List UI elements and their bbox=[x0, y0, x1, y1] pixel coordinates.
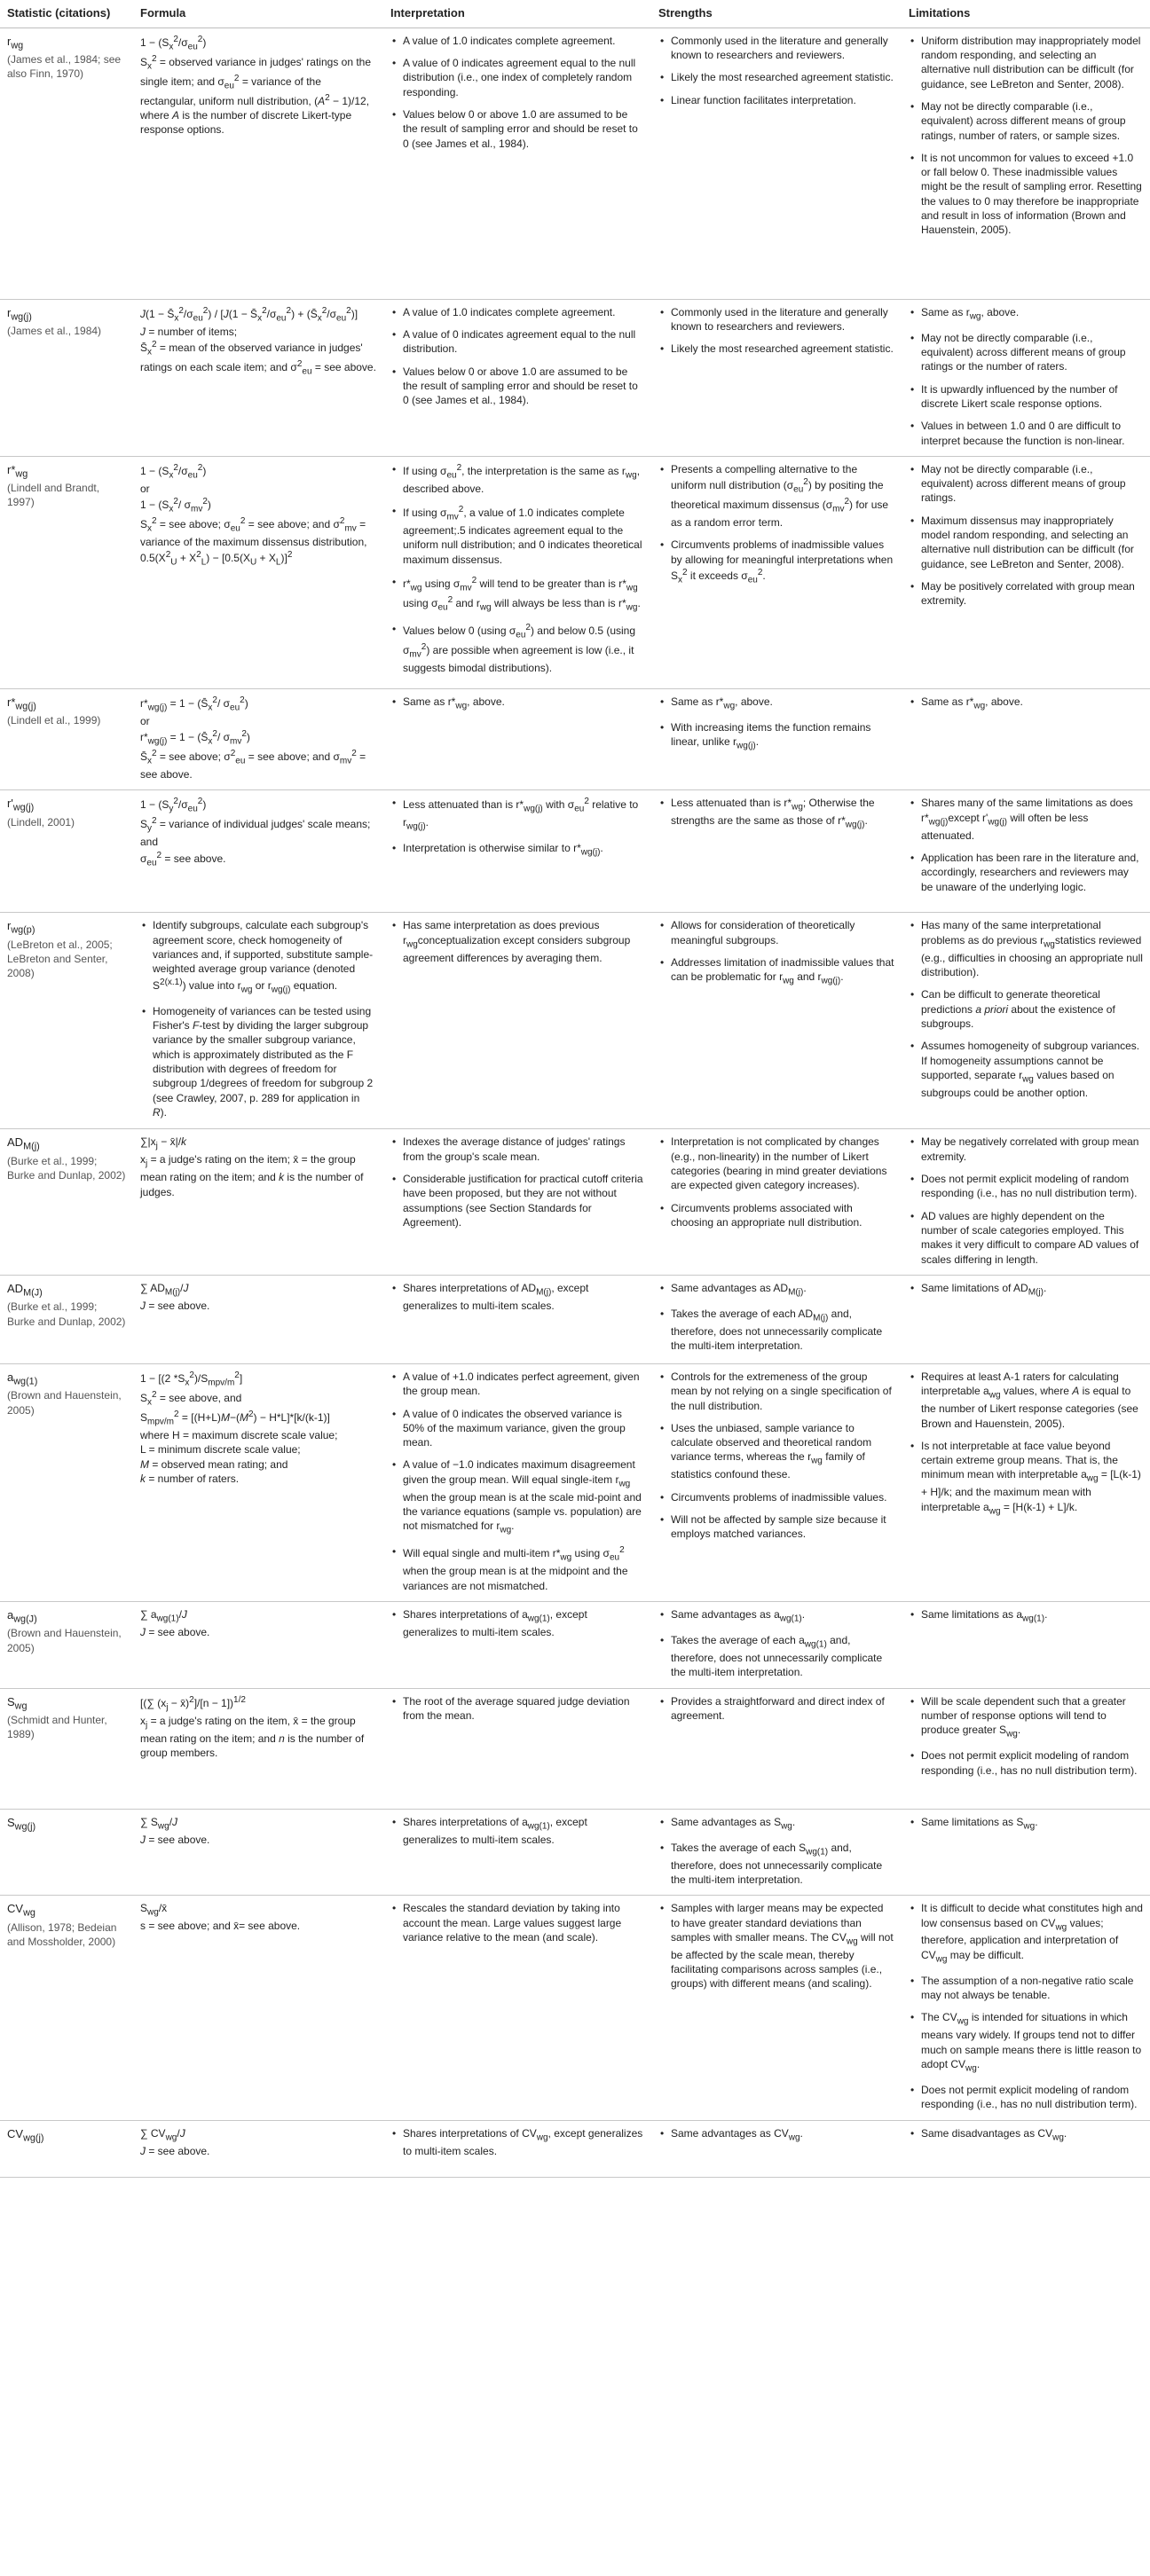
formula-line: ∑ $S_{wg}/J$ bbox=[140, 1815, 178, 1831]
interpretation-item: • $r*_{wg}$ using $\sigma_{mv}^2$ will tend to be greater than is $r*_{wg}$ using $\sigma_{eu}^2$ and $r_{wg}$ will always be less than is $r*_{wg}$. bbox=[403, 575, 644, 614]
limitations-cell bbox=[902, 1688, 1150, 1809]
table-row bbox=[0, 1896, 1150, 2120]
interpretation-cell bbox=[383, 688, 651, 790]
strength-item: • Will not be affected by sample size because it employs matched variances. bbox=[671, 1512, 894, 1542]
strength-list bbox=[658, 2126, 894, 2144]
formula-line: $S̄_x^2$ = see above; $\sigma^2_{eu}$ = see above; and $\sigma_{mv}^2$ = see above. bbox=[140, 749, 366, 781]
interpretation-item: • Values below 0 (using $\sigma_{eu}^2$) and below 0.5 (using $\sigma_{mv}^2$) are possible when agreement is low (i.e., it suggests bimodal distributions). bbox=[403, 622, 644, 675]
limitation-item: • May not be directly comparable (i.e., equivalent) across different means of group ratings. bbox=[921, 462, 1143, 506]
strengths-cell bbox=[651, 1896, 902, 2120]
formula-list bbox=[140, 918, 376, 1119]
statistic-cell bbox=[0, 1809, 133, 1896]
interpretation-cell bbox=[383, 1275, 651, 1363]
formula-cell bbox=[133, 790, 383, 913]
limitation-item: • May be positively correlated with group mean extremity. bbox=[921, 579, 1143, 609]
interpretation-list bbox=[390, 305, 644, 408]
strength-list bbox=[658, 1815, 894, 1888]
formula-line: 1 − [(2 $*S_x^2)/S_{mpv/m}^2$] bbox=[140, 1370, 243, 1388]
strength-item: • Provides a straightforward and direct index of agreement. bbox=[671, 1694, 894, 1724]
strength-item: • Takes the average of each $AD_{M(j)}$ and, therefore, does not unnecessarily complicate the multi-item interpretation. bbox=[671, 1307, 894, 1354]
formula-line: s = see above; and x̄= see above. bbox=[140, 1920, 301, 1933]
strength-item: • Same as $r*_{wg}$, above. bbox=[671, 695, 894, 712]
strengths-cell bbox=[651, 1602, 902, 1689]
limitation-list bbox=[909, 34, 1143, 238]
limitation-list bbox=[909, 1281, 1143, 1299]
header-interpretation: Interpretation bbox=[383, 0, 651, 27]
statistic-citation: (James et al., 1984) bbox=[7, 324, 102, 337]
interpretation-item: • A value of 0 indicates the observed variance is 50% of the maximum variance, given the group mean. bbox=[403, 1407, 644, 1450]
interpretation-item: • The root of the average squared judge deviation from the mean. bbox=[403, 1694, 644, 1724]
strength-item: • Circumvents problems associated with choosing an appropriate null distribution. bbox=[671, 1201, 894, 1230]
formula-cell bbox=[133, 688, 383, 790]
table-row bbox=[0, 1129, 1150, 1276]
statistic-citation: (LeBreton et al., 2005; LeBreton and Senter, 2008) bbox=[7, 938, 113, 980]
formula-line: or bbox=[140, 482, 150, 495]
limitation-item: • Application has been rare in the literature and, accordingly, researchers and reviewers may be unaware of the underlying logic. bbox=[921, 851, 1143, 894]
limitations-cell bbox=[902, 790, 1150, 913]
limitation-list bbox=[909, 2126, 1143, 2144]
limitations-cell bbox=[902, 1129, 1150, 1276]
interpretation-item: • A value of +1.0 indicates perfect agreement, given the group mean. bbox=[403, 1370, 644, 1399]
interpretation-item: • A value of −1.0 indicates maximum disagreement given the group mean. Will equal single-item $r_{wg}$ when the group mean is at the scale mid-point and the variance equations (sample vs. population) are not mismatched for $r_{wg}$. bbox=[403, 1457, 644, 1536]
statistic-cell bbox=[0, 1275, 133, 1363]
limitation-item: • It is difficult to decide what constitutes high and low consensus based on $CV_{wg}$ values; therefore, application and interpretation of $CV_{wg}$ may be difficult. bbox=[921, 1901, 1143, 1966]
interpretation-list bbox=[390, 1815, 644, 1847]
statistic-citation: (Brown and Hauenstein, 2005) bbox=[7, 1389, 122, 1417]
formula-cell bbox=[133, 299, 383, 456]
limitation-item: • Shares many of the same limitations as does $r*_{wg(j)}except$ $r'_{wg(j)}$ will often be less attenuated. bbox=[921, 796, 1143, 843]
limitations-cell bbox=[902, 688, 1150, 790]
limitation-item: • May be negatively correlated with group mean extremity. bbox=[921, 1135, 1143, 1164]
limitation-item: • Maximum dissensus may inappropriately model random responding, and selecting an alternative null distribution can be difficult (for guidance, see LeBreton and Senter, 2008). bbox=[921, 514, 1143, 571]
interpretation-item: • Less attenuated than is $r*_{wg(j)}$ with $\sigma_{eu}^2$ relative to $r_{wg(j)}$. bbox=[403, 796, 644, 833]
formula-cell bbox=[133, 456, 383, 688]
limitation-item: • Same limitations as $a_{wg(1)}$. bbox=[921, 1607, 1143, 1625]
limitation-item: • Same as $r*_{wg}$, above. bbox=[921, 695, 1143, 712]
statistic-name: $S_{wg(j)}$ bbox=[7, 1815, 36, 1833]
limitation-item: • AD values are highly dependent on the number of scale categories employed. This makes it very difficult to compare AD values of scales differing in length. bbox=[921, 1209, 1143, 1267]
statistic-cell bbox=[0, 1602, 133, 1689]
strengths-cell bbox=[651, 1275, 902, 1363]
limitation-item: • Will be scale dependent such that a greater number of response options will tend to produce greater $S_{wg}$. bbox=[921, 1694, 1143, 1741]
table-row bbox=[0, 790, 1150, 913]
strength-list bbox=[658, 1370, 894, 1542]
header-formula: Formula bbox=[133, 0, 383, 27]
table-row bbox=[0, 913, 1150, 1129]
strengths-cell bbox=[651, 790, 902, 913]
header-statistic: Statistic (citations) bbox=[0, 0, 133, 27]
statistic-cell bbox=[0, 1363, 133, 1601]
interpretation-list bbox=[390, 2126, 644, 2158]
formula-cell bbox=[133, 1896, 383, 2120]
formula-line: $x_j = a$ judge's rating on the item, x̄ = the group mean rating on the item; and n is the number of group members. bbox=[140, 1714, 365, 1759]
interpretation-list bbox=[390, 1901, 644, 1944]
strength-item: • Less attenuated than is $r*_{wg}$; Otherwise the strengths are the same as those of $r*_{wg(j)}$. bbox=[671, 796, 894, 831]
formula-line: $S_x^2$ = observed variance in judges' ratings on the single item; and $\sigma_{eu}^2$ = variance of the rectangular, uniform null distribution, $(A^2 - 1)/12$, where A is the number of discrete Likert-type response options. bbox=[140, 53, 372, 137]
strengths-cell bbox=[651, 1129, 902, 1276]
formula-line: or bbox=[140, 714, 150, 727]
limitation-item: • Same as $r_{wg}$, above. bbox=[921, 305, 1143, 323]
interpretation-cell bbox=[383, 1809, 651, 1896]
statistic-citation: (Lindell, 2001) bbox=[7, 815, 75, 829]
statistic-name: $r'_{wg(j)}$ bbox=[7, 797, 35, 814]
interpretation-item: • Will equal single and multi-item $r*_{wg}$ using $\sigma_{eu}^2$ when the group mean is at the midpoint and the variances are not mismatched. bbox=[403, 1544, 644, 1593]
formula-line: $1 - (S_x^2/$ $\sigma_{mv}^2$) bbox=[140, 497, 211, 514]
limitation-item: • Same disadvantages as $CV_{wg}$. bbox=[921, 2126, 1143, 2144]
formula-cell bbox=[133, 1129, 383, 1276]
strength-item: • Linear function facilitates interpretation. bbox=[671, 93, 894, 107]
formula-line: $\sum|x_j$ − x̄|/k bbox=[140, 1135, 187, 1151]
interpretation-item: • Considerable justification for practical cutoff criteria have been proposed, but they are not without assumptions (see Section Standards for Agreement). bbox=[403, 1172, 644, 1229]
limitation-list bbox=[909, 462, 1143, 609]
strength-item: • Samples with larger means may be expected to have greater standard deviations than samples with smaller means. The $CV_{wg}$ will not be affected by the scale mean, thereby facilitating comparisons across samples (i.e., groups) with different means (and scaling). bbox=[671, 1901, 894, 1991]
statistic-name: $AD_{M(J)}$ bbox=[7, 1281, 43, 1299]
statistic-name: $r*_{wg(j)}$ bbox=[7, 695, 36, 712]
header-limitations: Limitations bbox=[902, 0, 1150, 27]
table-row bbox=[0, 688, 1150, 790]
limitation-item: • Values in between 1.0 and 0 are difficult to interpret because the function is non-linear. bbox=[921, 419, 1143, 448]
interpretation-cell bbox=[383, 1129, 651, 1276]
statistic-cell bbox=[0, 2120, 133, 2177]
interpretation-cell bbox=[383, 1602, 651, 1689]
strengths-cell bbox=[651, 1809, 902, 1896]
interpretation-item: • A value of 1.0 indicates complete agreement. bbox=[403, 34, 644, 48]
formula-item: • Homogeneity of variances can be tested using Fisher's F-test by dividing the larger subgroup variance by the smaller subgroup variance, which is approximately distributed as the F distribution with degrees of freedom for subgroup 1/degrees of freedom for subgroup 2 (see Crawley, 2007, p. 289 for application in R). bbox=[153, 1004, 376, 1120]
limitation-list bbox=[909, 305, 1143, 448]
table-row bbox=[0, 1363, 1150, 1601]
formula-line: [(∑ ($x_j$ − x̄)$^2$]/[n − 1])$^{1/2}$ bbox=[140, 1694, 246, 1712]
statistic-name: $AD_{M(j)}$ bbox=[7, 1135, 40, 1153]
strength-item: • Commonly used in the literature and generally known to researchers and reviewers. bbox=[671, 34, 894, 63]
limitation-item: • Uniform distribution may inappropriately model random responding, and selecting an alternative null distribution can be difficult (for guidance, see LeBreton and Senter, 2008). bbox=[921, 34, 1143, 91]
strength-list bbox=[658, 305, 894, 357]
formula-line: M = observed mean rating; and bbox=[140, 1457, 288, 1471]
statistic-name: $r_{wg}$ bbox=[7, 34, 24, 51]
limitation-list bbox=[909, 1135, 1143, 1267]
limitation-item: • The assumption of a non-negative ratio scale may not always be tenable. bbox=[921, 1974, 1143, 2003]
formula-line: ∑ $AD_{M(j)}/J$ bbox=[140, 1281, 189, 1298]
statistic-citation: (Burke et al., 1999; Burke and Dunlap, 2002) bbox=[7, 1300, 126, 1328]
formula-line: ∑ $a_{wg(1)}/J$ bbox=[140, 1608, 187, 1624]
limitations-cell bbox=[902, 913, 1150, 1129]
strength-item: • Allows for consideration of theoretically meaningful subgroups. bbox=[671, 918, 894, 947]
formula-line: L = minimum discrete scale value; bbox=[140, 1443, 301, 1457]
interpretation-list bbox=[390, 1694, 644, 1724]
interpretation-item: • Indexes the average distance of judges' ratings from the group's scale mean. bbox=[403, 1135, 644, 1164]
strength-list bbox=[658, 462, 894, 586]
limitation-item: • May not be directly comparable (i.e., equivalent) across different means of group ratings or the number of raters. bbox=[921, 331, 1143, 374]
interpretation-cell bbox=[383, 299, 651, 456]
table-row bbox=[0, 1688, 1150, 1809]
statistic-name: $CV_{wg}$ bbox=[7, 1902, 35, 1919]
formula-line: where H = maximum discrete scale value; bbox=[140, 1428, 338, 1441]
statistic-citation: (Brown and Hauenstein, 2005) bbox=[7, 1627, 122, 1654]
interpretation-cell bbox=[383, 1363, 651, 1601]
limitation-item: • Has many of the same interpretational problems as do previous $r_{wg}statistics$ reviewed (e.g., difficulties in choosing an appropriate null distribution). bbox=[921, 918, 1143, 979]
interpretation-list bbox=[390, 1607, 644, 1639]
strength-item: • Same advantages as $AD_{M(j)}$. bbox=[671, 1281, 894, 1299]
limitation-item: • The $CV_{wg}$ is intended for situations in which means vary widely. If groups tend not to differ much on sample means there is little reason to adopt $CV_{wg}$. bbox=[921, 2010, 1143, 2075]
limitations-cell bbox=[902, 299, 1150, 456]
statistic-name: $a_{wg(1)}$ bbox=[7, 1370, 38, 1387]
formula-line: J = see above. bbox=[140, 1833, 210, 1846]
statistic-cell bbox=[0, 456, 133, 688]
limitation-list bbox=[909, 1815, 1143, 1833]
statistic-cell bbox=[0, 299, 133, 456]
strengths-cell bbox=[651, 2120, 902, 2177]
table-row bbox=[0, 299, 1150, 456]
statistic-cell bbox=[0, 1688, 133, 1809]
interpretation-cell bbox=[383, 1896, 651, 2120]
strengths-cell bbox=[651, 688, 902, 790]
limitation-list bbox=[909, 1694, 1143, 1778]
strength-item: • Addresses limitation of inadmissible values that can be problematic for $r_{wg}$ and $r_{wg(j)}$. bbox=[671, 955, 894, 987]
limitation-list bbox=[909, 1901, 1143, 2111]
interpretation-list bbox=[390, 1281, 644, 1313]
table-row bbox=[0, 1809, 1150, 1896]
limitation-item: • Assumes homogeneity of subgroup variances. If homogeneity assumptions cannot be supported, separate $r_{wg}$ values based on subgroups could be another option. bbox=[921, 1039, 1143, 1100]
interpretation-item: • A value of 1.0 indicates complete agreement. bbox=[403, 305, 644, 319]
formula-line: $x_j = a$ judge's rating on the item; x̄ = the group mean rating on the item; and k is the number of judges. bbox=[140, 1153, 364, 1198]
statistic-citation: (Burke et al., 1999; Burke and Dunlap, 2002) bbox=[7, 1154, 126, 1182]
statistic-cell bbox=[0, 27, 133, 299]
formula-cell bbox=[133, 913, 383, 1129]
limitations-cell bbox=[902, 1363, 1150, 1601]
limitation-item: • Same limitations of $AD_{M(j)}$. bbox=[921, 1281, 1143, 1299]
formula-line: $1 - (S_y^2/\sigma_{eu}^2)$ bbox=[140, 797, 207, 814]
strength-list bbox=[658, 918, 894, 987]
limitation-item: • May not be directly comparable (i.e., equivalent) across different means of group ratings, number of raters, or sample sizes. bbox=[921, 99, 1143, 143]
interpretation-list bbox=[390, 796, 644, 859]
strength-item: • Commonly used in the literature and generally known to researchers and reviewers. bbox=[671, 305, 894, 334]
formula-line: J = number of items; bbox=[140, 325, 238, 338]
strength-list bbox=[658, 1135, 894, 1229]
limitation-item: • Does not permit explicit modeling of random responding (i.e., has no null distribution term). bbox=[921, 1748, 1143, 1778]
interpretation-cell bbox=[383, 1688, 651, 1809]
strength-list bbox=[658, 1694, 894, 1724]
limitation-list bbox=[909, 1607, 1143, 1625]
formula-line: J = see above. bbox=[140, 1299, 210, 1312]
interpretation-item: • If using $\sigma_{mv}^2$, a value of 1.0 indicates complete agreement;.5 indicates agreement equal to the uniform null distribution; and 0 indicates theoretical maximum dissensus. bbox=[403, 504, 644, 567]
interpretation-item: • A value of 0 indicates agreement equal to the null distribution (i.e., one index of completely random responding. bbox=[403, 56, 644, 99]
limitation-item: • Same limitations as $S_{wg}$. bbox=[921, 1815, 1143, 1833]
formula-line: $S_{mpv/m}^2 = [(H+L)M-(M^2) - H*L]*[k/(k-1)]$ bbox=[140, 1409, 330, 1427]
strengths-cell bbox=[651, 456, 902, 688]
interpretation-item: • Same as $r*_{wg}$, above. bbox=[403, 695, 644, 712]
statistic-cell bbox=[0, 1129, 133, 1276]
formula-cell bbox=[133, 1809, 383, 1896]
statistic-name: $CV_{wg(j)}$ bbox=[7, 2126, 44, 2144]
formula-line: $r*_{wg(j)} = 1$ − ($S̄_x^2/$ $\sigma_{mv}^2$) bbox=[140, 729, 250, 747]
formula-line: $r*_{wg(j)} = 1$ − ($S̄_x^2/$ $\sigma_{eu}^2$) bbox=[140, 695, 248, 713]
interpretation-cell bbox=[383, 790, 651, 913]
limitation-item: • Does not permit explicit modeling of random responding (i.e., has no null distribution term). bbox=[921, 1172, 1143, 1201]
formula-line: $S_x^2$ = see above, and bbox=[140, 1389, 242, 1408]
formula-line: $S_{wg}/x̄$ bbox=[140, 1902, 168, 1918]
table-body bbox=[0, 27, 1150, 2177]
interpretation-item: • Has same interpretation as does previous $r_{wg}conceptualization$ except considers subgroup agreement differences by averaging them. bbox=[403, 918, 644, 965]
strength-item: • Same advantages as $a_{wg(1)}$. bbox=[671, 1607, 894, 1625]
header-strengths: Strengths bbox=[651, 0, 902, 27]
strength-item: • Controls for the extremeness of the group mean by not relying on a single specification of the null distribution. bbox=[671, 1370, 894, 1413]
interpretation-item: • Values below 0 or above 1.0 are assumed to be the result of sampling error and should be reset to 0 (see James et al., 1984). bbox=[403, 365, 644, 408]
strength-item: • Circumvents problems of inadmissible values. bbox=[671, 1490, 894, 1504]
limitation-list bbox=[909, 1370, 1143, 1518]
interpretation-cell bbox=[383, 27, 651, 299]
formula-cell bbox=[133, 27, 383, 299]
strength-item: • Likely the most researched agreement statistic. bbox=[671, 342, 894, 356]
formula-line: $S_x^2$ = see above; $\sigma_{eu}^2$ = see above; and $\sigma^2_{mv}$ = variance of the maximum dissensus distribution, $0.5(X^2_U + X^2_L) - [0.5(X_U + X_L)]^2$ bbox=[140, 516, 367, 568]
limitation-item: • It is upwardly influenced by the number of discrete Likert scale response options. bbox=[921, 382, 1143, 412]
limitation-item: • Can be difficult to generate theoretical predictions a priori about the existence of subgroups. bbox=[921, 987, 1143, 1031]
strength-item: • Circumvents problems of inadmissible values by allowing for meaningful interpretations when $S_x^2$ it exceeds $\sigma_{eu}^2$. bbox=[671, 538, 894, 586]
formula-line: $S̄_x^2$ = mean of the observed variance in judges' ratings on each scale item; and $\sigma^2_{eu}$ = see above. bbox=[140, 339, 376, 377]
statistic-name: $r_{wg(p)}$ bbox=[7, 919, 35, 937]
interpretation-list bbox=[390, 918, 644, 965]
statistic-citation: (Allison, 1978; Bedeian and Mossholder, 2000) bbox=[7, 1920, 117, 1948]
interpretation-item: • Shares interpretations of $AD_{M(j)}$, except generalizes to multi-item scales. bbox=[403, 1281, 644, 1313]
formula-line: ∑ $CV_{wg}/J$ bbox=[140, 2126, 185, 2143]
interpretation-item: • A value of 0 indicates agreement equal to the null distribution. bbox=[403, 327, 644, 357]
strength-list bbox=[658, 1901, 894, 1991]
limitations-cell bbox=[902, 456, 1150, 688]
formula-line: J = see above. bbox=[140, 2144, 210, 2157]
interpretation-item: • Interpretation is otherwise similar to $r*_{wg(j)}$. bbox=[403, 841, 644, 859]
statistic-citation: (Schmidt and Hunter, 1989) bbox=[7, 1713, 107, 1741]
strength-item: • With increasing items the function remains linear, unlike $r_{wg(j)}$. bbox=[671, 720, 894, 752]
limitation-list bbox=[909, 695, 1143, 712]
interpretation-cell bbox=[383, 913, 651, 1129]
strength-item: • Presents a compelling alternative to the uniform null distribution $(\sigma_{eu}^2)$ by positing the theoretical maximum dissensus $(\sigma_{mv}^2)$ for use as a random error term. bbox=[671, 462, 894, 530]
interpretation-item: • Shares interpretations of $a_{wg(1)}$, except generalizes to multi-item scales. bbox=[403, 1607, 644, 1639]
interpretation-item: • Values below 0 or above 1.0 are assumed to be the result of sampling error and should be reset to 0 (see James et al., 1984). bbox=[403, 107, 644, 151]
table-header-row bbox=[0, 0, 1150, 27]
formula-line: $J(1 - S̄_x^2/\sigma_{eu}^2) / [J(1$ − $S̄_x^2/\sigma_{eu}^2$) + $(S̄_x^2/\sigma_{eu}^2)$] bbox=[140, 305, 358, 324]
formula-line: J = see above. bbox=[140, 1625, 210, 1638]
formula-cell bbox=[133, 1275, 383, 1363]
strength-item: • Same advantages as $S_{wg}$. bbox=[671, 1815, 894, 1833]
limitation-item: • Does not permit explicit modeling of random responding (i.e., has no null distribution term). bbox=[921, 2083, 1143, 2112]
interpretation-item: • Shares interpretations of $CV_{wg}$, except generalizes to multi-item scales. bbox=[403, 2126, 644, 2158]
limitations-cell bbox=[902, 1602, 1150, 1689]
interpretation-list bbox=[390, 1135, 644, 1229]
limitations-cell bbox=[902, 1275, 1150, 1363]
statistic-cell bbox=[0, 1896, 133, 2120]
limitation-list bbox=[909, 796, 1143, 894]
strength-item: • Likely the most researched agreement statistic. bbox=[671, 70, 894, 84]
strengths-cell bbox=[651, 1363, 902, 1601]
strength-item: • Takes the average of each $a_{wg(1)}$ and, therefore, does not unnecessarily complicate the multi-item interpretation. bbox=[671, 1633, 894, 1680]
statistic-citation: (Lindell et al., 1999) bbox=[7, 714, 101, 727]
limitation-item: • Requires at least A-1 raters for calculating interpretable $a_{wg}$ values, where A is equal to the number of Likert response categories (see Brown and Hauenstein, 2005). bbox=[921, 1370, 1143, 1431]
interpretation-item: • If using $\sigma_{eu}^2$, the interpretation is the same as $r_{wg}$, described above. bbox=[403, 462, 644, 496]
strengths-cell bbox=[651, 299, 902, 456]
strength-list bbox=[658, 34, 894, 107]
strength-item: • Uses the unbiased, sample variance to calculate observed and theoretical random variance terms, whereas the $r_{wg}$ family of statistics confound these. bbox=[671, 1421, 894, 1482]
limitation-list bbox=[909, 918, 1143, 1100]
statistic-citation: (James et al., 1984; see also Finn, 1970) bbox=[7, 52, 122, 81]
interpretation-list bbox=[390, 695, 644, 712]
interpretation-cell bbox=[383, 456, 651, 688]
strengths-cell bbox=[651, 913, 902, 1129]
formula-cell bbox=[133, 1363, 383, 1601]
statistic-name: $a_{wg(J)}$ bbox=[7, 1608, 37, 1625]
table-row bbox=[0, 456, 1150, 688]
formula-cell bbox=[133, 1602, 383, 1689]
statistic-cell bbox=[0, 688, 133, 790]
statistic-name: $r_{wg(j)}$ bbox=[7, 305, 32, 323]
strength-item: • Takes the average of each $S_{wg(1)}$ and, therefore, does not unnecessarily complicate the multi-item interpretation. bbox=[671, 1841, 894, 1888]
formula-line: $1 - (S_x^2/\sigma_{eu}^2)$ bbox=[140, 462, 207, 481]
statistic-cell bbox=[0, 790, 133, 913]
strengths-cell bbox=[651, 27, 902, 299]
statistic-citation: (Lindell and Brandt, 1997) bbox=[7, 482, 100, 509]
formula-line: $\sigma_{eu}^2$ = see above. bbox=[140, 850, 226, 868]
statistic-name: $r*_{wg}$ bbox=[7, 462, 28, 480]
strength-list bbox=[658, 1607, 894, 1680]
interpretation-list bbox=[390, 1370, 644, 1593]
statistic-cell bbox=[0, 913, 133, 1129]
limitations-cell bbox=[902, 27, 1150, 299]
strength-item: • Interpretation is not complicated by changes (e.g., non-linearity) in the number of Likert categories (bearing in mind greater deviations are expected given category increases). bbox=[671, 1135, 894, 1192]
limitations-cell bbox=[902, 2120, 1150, 2177]
formula-item: • Identify subgroups, calculate each subgroup's agreement score, check homogeneity of variances and, if supported, substitute sample-weighted average group variance (denoted $S^{2(x.1)}$) value into $r_{wg}$ or $r_{wg(j)}$ equation. bbox=[153, 918, 376, 995]
limitation-item: • Is not interpretable at face value beyond certain extreme group means. That is, the minimum mean with interpretable $a_{wg} = [L(k-1) + H]/k$; and the maximum mean with interpretable $a_{wg} = [H(k-1) + L]/k$. bbox=[921, 1439, 1143, 1518]
strengths-cell bbox=[651, 1688, 902, 1809]
interpretation-cell bbox=[383, 2120, 651, 2177]
table-row bbox=[0, 1275, 1150, 1363]
table-row bbox=[0, 27, 1150, 299]
strength-item: • Same advantages as $CV_{wg}$. bbox=[671, 2126, 894, 2144]
strength-list bbox=[658, 695, 894, 752]
strength-list bbox=[658, 796, 894, 831]
formula-line: $1 - (S_x^2/\sigma_{eu}^2)$ bbox=[140, 34, 207, 52]
limitations-cell bbox=[902, 1896, 1150, 2120]
strength-list bbox=[658, 1281, 894, 1354]
interpretation-list bbox=[390, 34, 644, 151]
limitations-cell bbox=[902, 1809, 1150, 1896]
formula-cell bbox=[133, 1688, 383, 1809]
interpretation-list bbox=[390, 462, 644, 675]
interpretation-item: • Rescales the standard deviation by taking into account the mean. Large values suggest large variance relative to the mean (and scale). bbox=[403, 1901, 644, 1944]
statistic-name: $S_{wg}$ bbox=[7, 1694, 28, 1712]
table-row bbox=[0, 2120, 1150, 2177]
formula-line: k = number of raters. bbox=[140, 1472, 240, 1485]
table-row bbox=[0, 1602, 1150, 1689]
formula-cell bbox=[133, 2120, 383, 2177]
limitation-item: • It is not uncommon for values to exceed +1.0 or fall below 0. These inadmissible values might be the result of sampling error. Resetting the values to 0 may therefore be inappropriate and result in loss of information (Brown and Hauenstein, 2005). bbox=[921, 151, 1143, 238]
interpretation-item: • Shares interpretations of $a_{wg(1)}$, except generalizes to multi-item scales. bbox=[403, 1815, 644, 1847]
formula-line: $S_y^2$ = variance of individual judges' scale means; and bbox=[140, 816, 371, 849]
